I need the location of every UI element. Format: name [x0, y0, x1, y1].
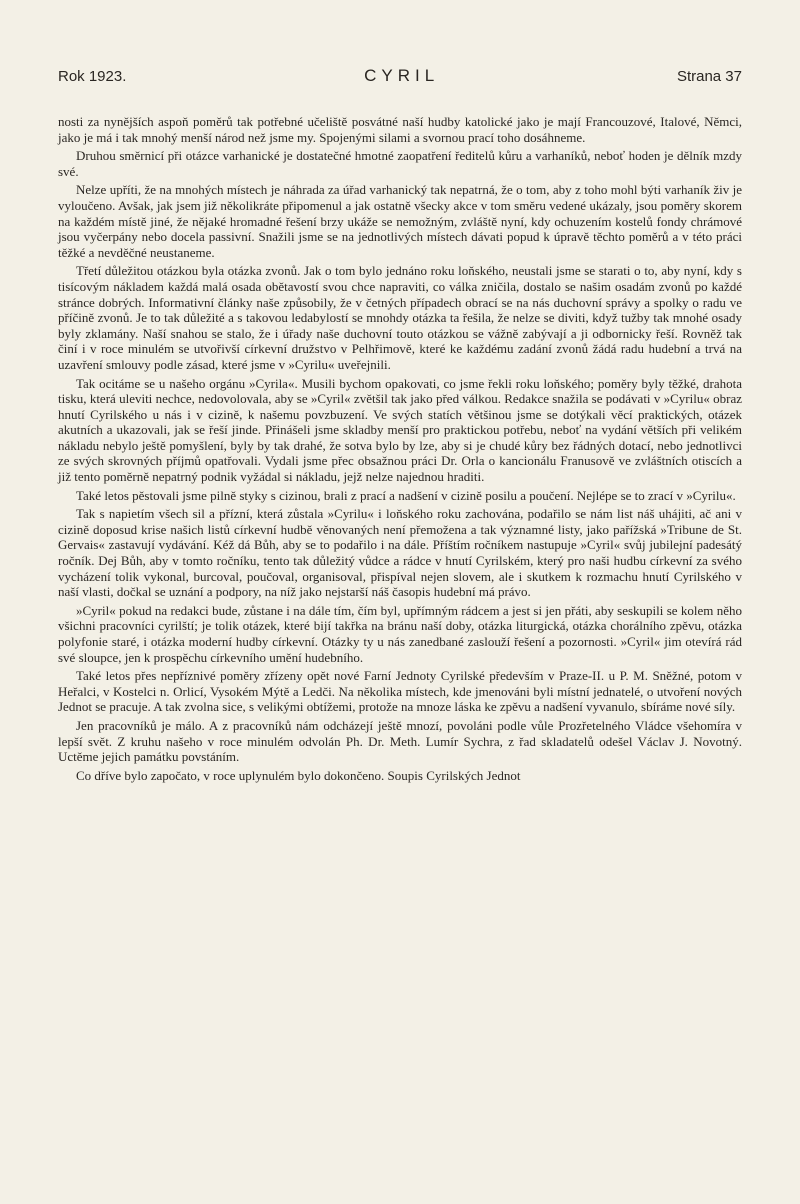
article-body [58, 114, 742, 783]
paragraph: Co dříve bylo započato, v roce uplynulém bylo dokončeno. Soupis Cyrilských Jednot [76, 767, 521, 783]
paragraph: Tak ocitáme se u našeho orgánu »Cyrila«. Musili bychom opakovati, co jsme řekli roku loňského; poměry byly těžké, drahota tisku, která uleviti nechce, nedovolovala, aby se »Cyril« zvětšil tak jako před válkou. Redakce snažila se podávati v »Cyrilu« obraz hnutí Cyrilského u nás i v cizině, k našemu povzbuzení. Ve svých statích většinou jsme se dotýkali věcí praktických, otázek akutních a ukazovali, jak se řeší jinde. Přinášeli jsme skladby menší pro praktickou potřebu, neboť na vydání větších při velikém nákladu nebylo ještě pomyšlení, byly by tak drahé, že sotva bylo by lze, aby si je chudé kůry bez řádných dotací, nebo jednotlivci ze svých skrovných příjmů opatřovali. Vydali jsme přec obsažnou práci Dr. Orla o kancionálu Franusově ve zvláštních otiscích a již tento poměrně nepatrný podnik vyžádal si nákladu, jejž nelze najednou hraditi. [58, 375, 742, 485]
paragraph: Jen pracovníků je málo. A z pracovníků nám odcházejí ještě mnozí, povoláni podle vůle Prozřetelného Vládce všehomíra v lepší svět. Z kruhu našeho v roce minulém odvolán Ph. Dr. Meth. Lumír Sychra, z řad skladatelů odešel Václav J. Novotný. Uctěme jejich památku povstáním. [58, 717, 742, 765]
paragraph: Nelze upříti, že na mnohých místech je náhrada za úřad varhanický tak nepatrná, že o tom, aby z toho mohl býti varhaník živ je vyloučeno. Avšak, jak jsem již několikráte připomenul a jak ostatně všecky akce v tom směru vedené ukázaly, jsou poměry skorem na každém místě jiné, že nějaké hromadné řešení brzy ukáže se nemožným, zvláště nyní, kdy ochuzením kostelů fondy chrámové jsou vyčerpány nebo docela passivní. Snažili jsme se na jednotlivých místech dávati popud k úpravě těchto poměrů a v této práci těžké a nevděčné neustaneme. [58, 182, 742, 260]
paragraph: Také letos přes nepříznivé poměry zřízeny opět nové Farní Jednoty Cyrilské především v Praze-II. u P. M. Sněžné, potom v Heřalci, v Kostelci n. Orlicí, Vysokém Mýtě a Ledči. Na několika místech, kde jmenováni byli místní jednatelé, o utvoření nových Jednot se pracuje. A tak zvolna sice, s velikými obtížemi, protože na mnoze láska ke zpěvu a nadšení vyvanulo, sbíráme nové síly. [58, 668, 742, 715]
paragraph: nosti za nynějších aspoň poměrů tak potřebné učeliště posvátné naší hudby katolické jako je mají Francouzové, Italové, Němci, jako je má i tak mnohý menší národ než jsme my. Spojenými silami a svornou prací toho dosáhneme. [58, 114, 742, 145]
header-journal-title: CYRIL [364, 66, 440, 85]
paragraph: Třetí důležitou otázkou byla otázka zvonů. Jak o tom bylo jednáno roku loňského, neustali jsme se starati o to, aby nyní, kdy s tisícovým nákladem každá malá osada obětavostí svou chce napraviti, co válka zničila, dostalo se našim osadám zvonů po každé stránce dobrých. Informativní články naše způsobily, že v četných případech obrací se na nás duchovní správy a spolky o radu ve příčině zvonů. Je to tak důležité a s takovou ledabylostí se mnohdy otázka ta řešila, že nelze se diviti, když tužby tak mnohé osady byly zklamány. Naší snahou se stalo, že i úřady naše duchovní touto otázkou se vážně zabývají a ji odbornicky řeší. Rovněž tak činí i v roce minulém se utvořivší církevní družstvo v Pelhřimově, které ke každému zadání zvonů žádá radu hudební a trvá na uzavření smlouvy podle zásad, které jsme v »Cyrilu« uveřejnili. [58, 263, 742, 372]
header-year: Rok 1923. [58, 68, 127, 85]
header-page-number: Strana 37 [676, 68, 742, 85]
paragraph: Druhou směrnicí při otázce varhanické je dostatečné hmotné zaopatření ředitelů kůru a varhaníků, neboť hoden je dělník mzdy své. [58, 148, 742, 179]
running-header [58, 66, 742, 100]
paragraph: Také letos pěstovali jsme pilně styky s cizinou, brali z prací a nadšení v cizině posilu a poučení. Nejlépe se to zrací v »Cyrilu«. [76, 487, 736, 503]
paragraph: »Cyril« pokud na redakci bude, zůstane i na dále tím, čím byl, upřímným rádcem a jest si jen přáti, aby seskupili se kolem něho všichni pracovníci cyrilští; je tolik otázek, které bijí takřka na bránu naší doby, otázka liturgická, otázka chorálního zpěvu, otázka polyfonie staré, i otázka moderní hudby církevní. Otázky ty u nás zanedbané zaslouží řešení a pozornosti. »Cyril« jim otevírá rád své sloupce, jen k prospěchu církevního umění hudebního. [58, 602, 742, 665]
paragraph: Tak s napietím všech sil a přízní, která zůstala »Cyrilu« i loňského roku zachována, podařilo se nám list náš uhájiti, ač ani v cizině doposud krise našich listů církevní hudbě věnovaných není přemožena a tak významné listy, jako pařížská »Tribune de St. Gervais« zastavují vydávání. Kéž dá Bůh, aby se to podařilo i na dále. Příštím ročníkem nastupuje »Cyril« svůj jubilejní padesátý ročník. Dej Bůh, aby v tomto ročníku, tento tak důležitý vůdce a rádce v hnutí Cyrilském, který pro naši hudbu církevní za svého vycházení tolik vykonal, burcoval, poučoval, organisoval, přispíval nejen slovem, ale i skutkem k rozmachu hnutí Cyrilského v naší vlasti, dočkal se uznání a podpory, na níž jako nejstarší náš časopis hudební má právo. [58, 506, 742, 600]
